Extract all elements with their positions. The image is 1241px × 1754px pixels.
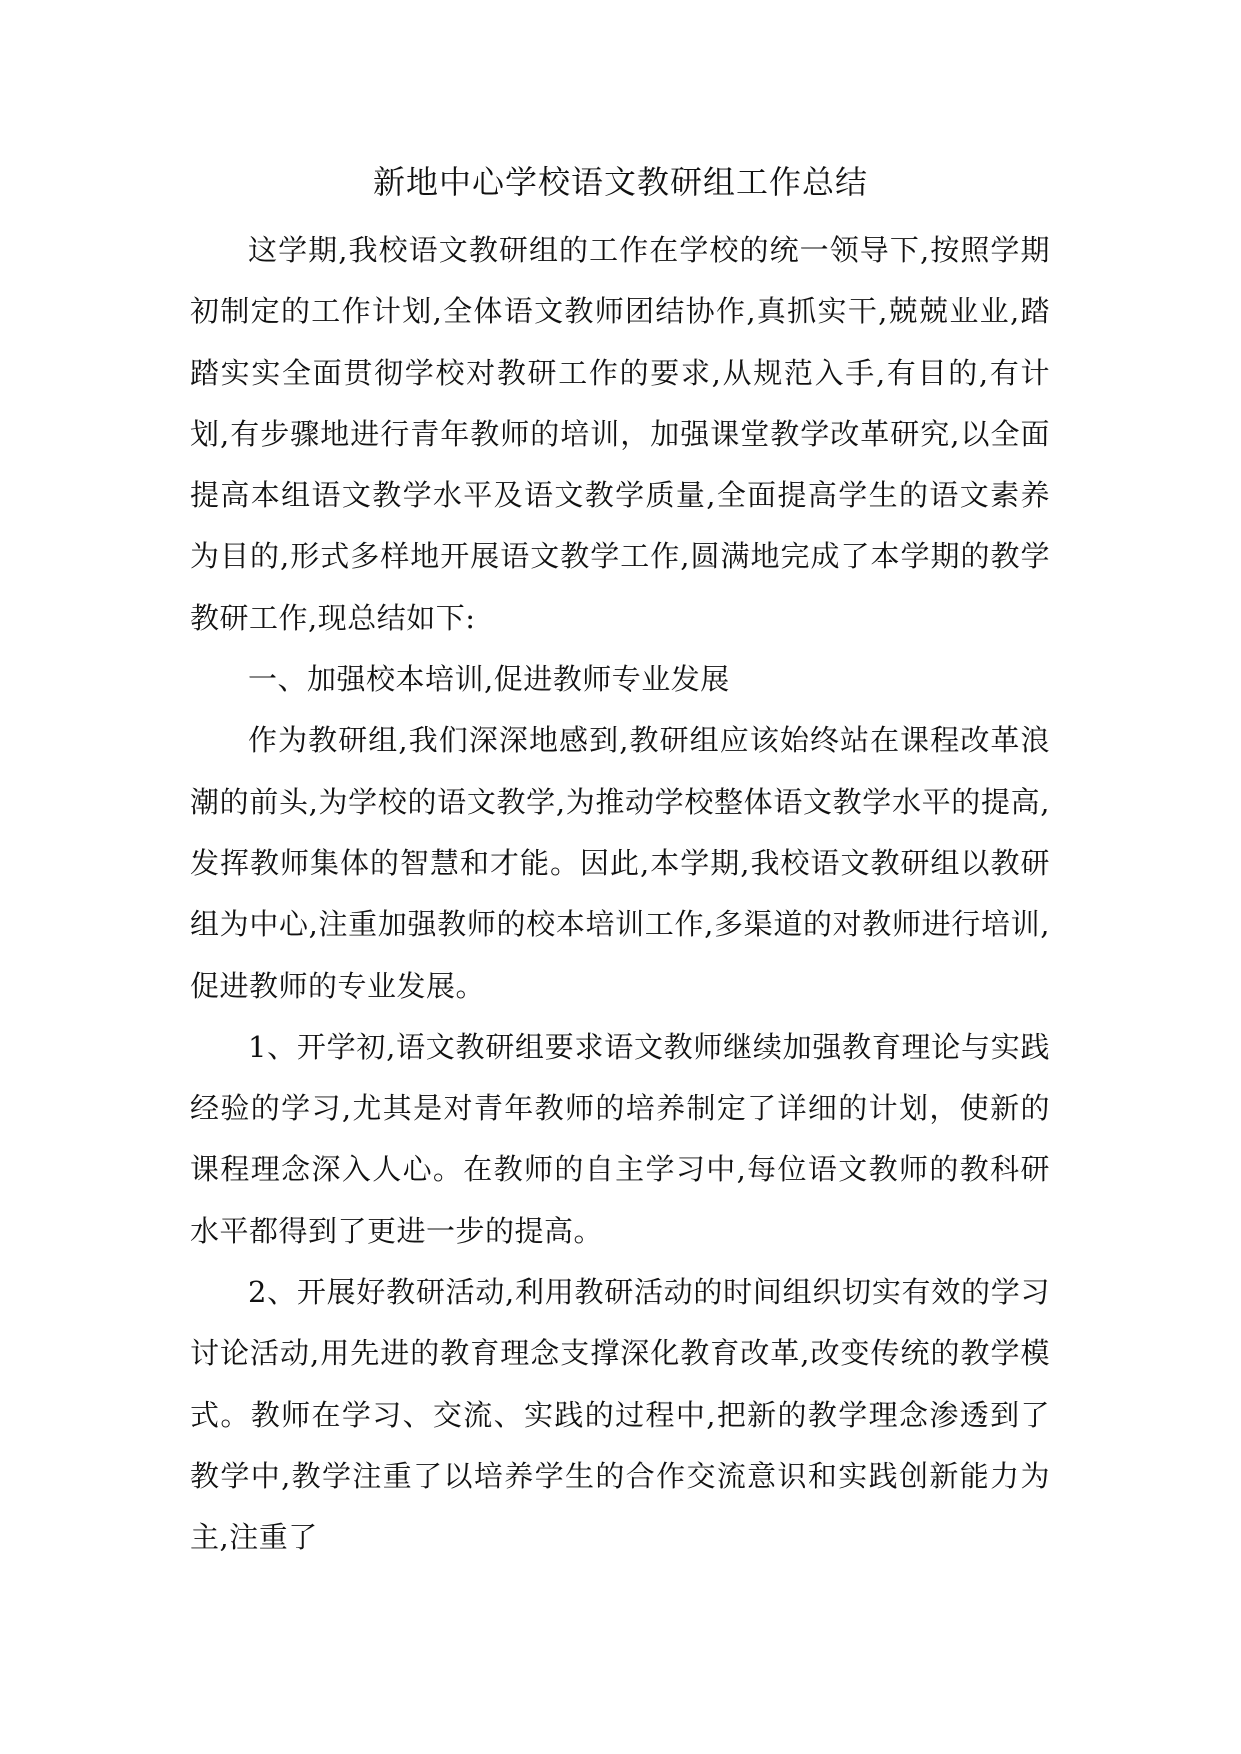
section-heading-1: 一、加强校本培训,促进教师专业发展 — [248, 662, 730, 697]
paragraph-item-2: 2、开展好教研活动,利用教研活动的时间组织切实有效的学习讨论活动,用先进的教育理念支撑深化教育改革,改变传统的教学模式。教师在学习、交流、实践的过程中,把新的教学理念渗透到了教学中,教学注重了以培养学生的合作交流意识和实践创新能力为主,注重了 — [190, 1275, 1050, 1555]
paragraph-intro: 这学期,我校语文教研组的工作在学校的统一领导下,按照学期初制定的工作计划,全体语文教师团结协作,真抓实干,兢兢业业,踏踏实实全面贯彻学校对教研工作的要求,从规范入手,有目的,有计划,有步骤地进行青年教师的培训，加强课堂教学改革研究,以全面提高本组语文教学水平及语文教学质量,全面提高学生的语文素养为目的,形式多样地开展语文教学工作,圆满地完成了本学期的教学教研工作,现总结如下: — [190, 233, 1050, 635]
paragraph-section-1: 作为教研组,我们深深地感到,教研组应该始终站在课程改革浪潮的前头,为学校的语文教学,为推动学校整体语文教学水平的提高,发挥教师集体的智慧和才能。因此,本学期,我校语文教研组以教研组为中心,注重加强教师的校本培训工作,多渠道的对教师进行培训,促进教师的专业发展。 — [190, 723, 1050, 1003]
document-body — [190, 220, 1050, 1569]
document-title: 新地中心学校语文教研组工作总结 — [372, 163, 868, 201]
paragraph-item-1: 1、开学初,语文教研组要求语文教师继续加强教育理论与实践经验的学习,尤其是对青年教师的培养制定了详细的计划，使新的课程理念深入人心。在教师的自主学习中,每位语文教师的教科研水平都得到了更进一步的提高。 — [190, 1029, 1050, 1248]
